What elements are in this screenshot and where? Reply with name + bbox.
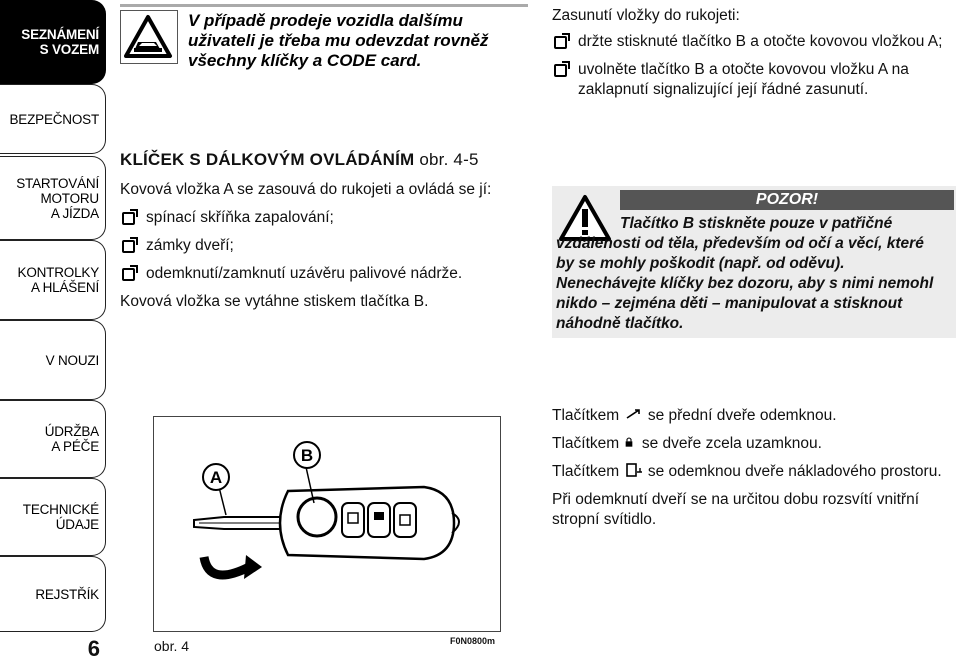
list-item-text: spínací skříňka zapalování; bbox=[146, 209, 334, 226]
page-number: 6 bbox=[87, 636, 100, 661]
car-sale-warning-icon bbox=[120, 10, 178, 64]
checkbox-bullet-icon bbox=[554, 36, 567, 49]
outro-paragraph: Kovová vložka se vytáhne stiskem tlačítka B. bbox=[120, 293, 429, 310]
key-illustration bbox=[154, 417, 499, 630]
tab-label: BEZPEČNOST bbox=[9, 111, 99, 127]
key-function-list bbox=[120, 208, 520, 284]
list-item bbox=[552, 32, 952, 52]
tab-v-nouzi[interactable] bbox=[0, 320, 106, 400]
interior-light-note: Při odemknutí dveří se na určitou dobu rozsvítí vnitřní stropní svítidlo. bbox=[552, 491, 920, 528]
list-item-text: zámky dveří; bbox=[146, 237, 234, 254]
unlock-button-line bbox=[552, 406, 952, 426]
line-suffix: se odemknou dveře nákladového prostoru. bbox=[647, 463, 942, 480]
tab-udrzba-a-pece[interactable] bbox=[0, 400, 106, 478]
list-item bbox=[120, 236, 520, 256]
figure-reference: obr. 4-5 bbox=[419, 150, 479, 169]
figure-code: F0N0800m bbox=[450, 636, 496, 646]
figure-label-a: A bbox=[209, 468, 223, 487]
list-item-text: uvolněte tlačítko B a otočte kovovou vložku A na zaklapnutí signalizující její řádné zasunutí. bbox=[578, 61, 909, 98]
unlock-key-icon bbox=[625, 406, 643, 422]
list-item-text: odemknutí/zamknutí uzávěru palivové nádrže. bbox=[146, 265, 463, 282]
line-suffix: se dveře zcela uzamknou. bbox=[641, 435, 822, 452]
key-figure bbox=[153, 416, 501, 632]
sale-warning-text: V případě prodeje vozidla dalšímu uživateli je třeba mu odevzdat rovněž všechny klíčky a CODE card. bbox=[188, 11, 489, 70]
tab-kontrolky-a-hlaseni[interactable] bbox=[0, 240, 106, 320]
top-divider bbox=[120, 4, 528, 7]
cargo-door-icon bbox=[625, 462, 643, 478]
tab-label: STARTOVÁNÍ MOTORU A JÍZDA bbox=[16, 175, 99, 221]
caution-box bbox=[552, 186, 956, 338]
tab-label: SEZNÁMENÍ S VOZEM bbox=[21, 27, 99, 57]
intro-paragraph: Kovová vložka A se zasouvá do rukojeti a ovládá se jí: bbox=[120, 181, 492, 198]
caution-title: POZOR! bbox=[620, 190, 954, 210]
figure-caption: obr. 4 bbox=[154, 638, 190, 654]
list-item bbox=[120, 208, 520, 228]
figure-label-b: B bbox=[300, 446, 314, 465]
tab-label: ÚDRŽBA A PÉČE bbox=[44, 424, 99, 454]
tab-seznameni-s-vozem[interactable] bbox=[0, 0, 106, 84]
padlock-icon bbox=[625, 434, 637, 450]
list-item bbox=[120, 264, 520, 284]
line-prefix: Tlačítkem bbox=[552, 463, 620, 480]
tab-label: KONTROLKY A HLÁŠENÍ bbox=[17, 265, 99, 295]
tab-rejstrik[interactable] bbox=[0, 556, 106, 632]
tab-technicke-udaje[interactable] bbox=[0, 478, 106, 556]
tab-label: TECHNICKÉ ÚDAJE bbox=[22, 502, 99, 532]
checkbox-bullet-icon bbox=[122, 240, 135, 253]
caution-text: Tlačítko B stiskněte pouze v patřičné vzdálenosti od těla, především od očí a věcí, které by se mohly poškodit (např. od oděvu). Nenechávejte klíčky bez dozoru, aby s nimi nemohl nikdo – zejména děti – manipulovat a stisknout náhodně tlačítko. bbox=[556, 215, 934, 332]
tab-label: V NOUZI bbox=[45, 352, 99, 368]
line-suffix: se přední dveře odemknou. bbox=[647, 407, 837, 424]
sidebar-nav bbox=[0, 0, 108, 666]
list-item-text: držte stisknuté tlačítko B a otočte kovovou vložkou A; bbox=[578, 33, 943, 50]
tab-label: REJSTŘÍK bbox=[35, 586, 99, 602]
lock-button-line bbox=[552, 434, 952, 454]
insert-intro: Zasunutí vložky do rukojeti: bbox=[552, 7, 740, 24]
insert-steps-list bbox=[552, 32, 952, 100]
cargo-button-line bbox=[552, 462, 952, 482]
line-prefix: Tlačítkem bbox=[552, 407, 620, 424]
checkbox-bullet-icon bbox=[554, 64, 567, 77]
heading-title: KLÍČEK S DÁLKOVÝM OVLÁDÁNÍM bbox=[120, 150, 415, 169]
line-prefix: Tlačítkem bbox=[552, 435, 620, 452]
checkbox-bullet-icon bbox=[122, 268, 135, 281]
checkbox-bullet-icon bbox=[122, 212, 135, 225]
section-heading bbox=[120, 150, 479, 170]
tab-startovani-motoru[interactable] bbox=[0, 156, 106, 240]
list-item bbox=[552, 60, 952, 100]
tab-bezpecnost[interactable] bbox=[0, 84, 106, 154]
